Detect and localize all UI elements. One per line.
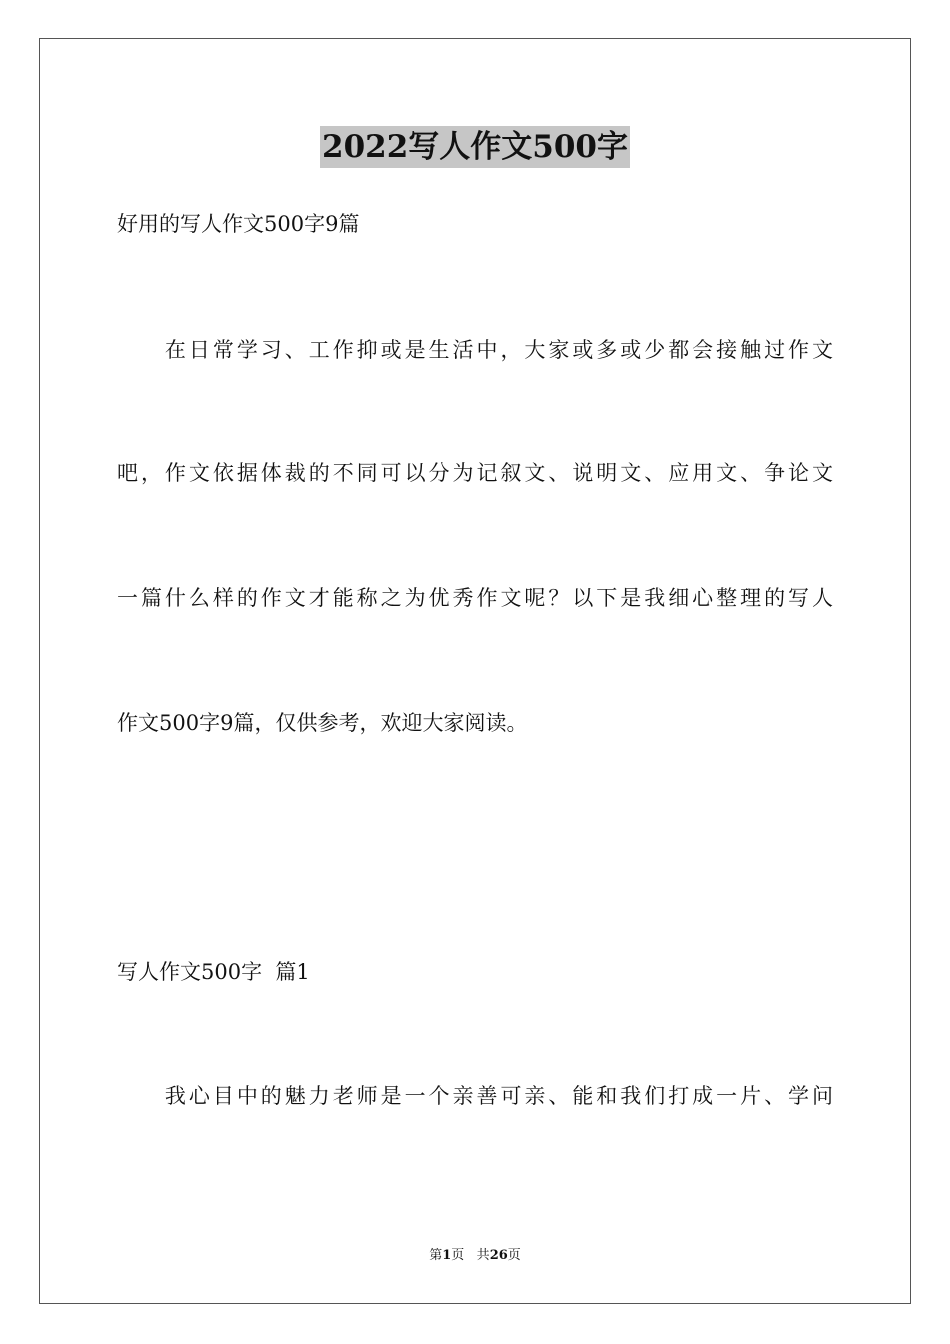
footer-page-suffix: 页 [451, 1248, 465, 1263]
document-title: 2022写人作文500字 [320, 126, 630, 168]
intro-line-1: 在日常学习、工作抑或是生活中，大家或多或少都会接触过作文 [117, 338, 833, 362]
section-heading: 写人作文500字 篇1 [117, 960, 310, 984]
footer-total-pages: 26 [489, 1248, 508, 1263]
footer-page-prefix: 第 [429, 1248, 443, 1263]
footer-total-suffix: 页 [507, 1248, 521, 1263]
section-line-1: 我心目中的魅力老师是一个亲善可亲、能和我们打成一片、学问 [117, 1084, 833, 1108]
intro-line-4: 作文500字9篇，仅供参考，欢迎大家阅读。 [117, 711, 528, 735]
intro-line-3: 一篇什么样的作文才能称之为优秀作文呢？以下是我细心整理的写人 [117, 586, 833, 610]
page-footer [0, 1247, 950, 1265]
title-container [0, 126, 950, 168]
intro-line-2: 吧，作文依据体裁的不同可以分为记叙文、说明文、应用文、争论文 [117, 461, 833, 485]
footer-page-number: 1 [442, 1248, 452, 1263]
document-subtitle: 好用的写人作文500字9篇 [117, 212, 360, 236]
footer-total-prefix: 共 [476, 1248, 490, 1263]
